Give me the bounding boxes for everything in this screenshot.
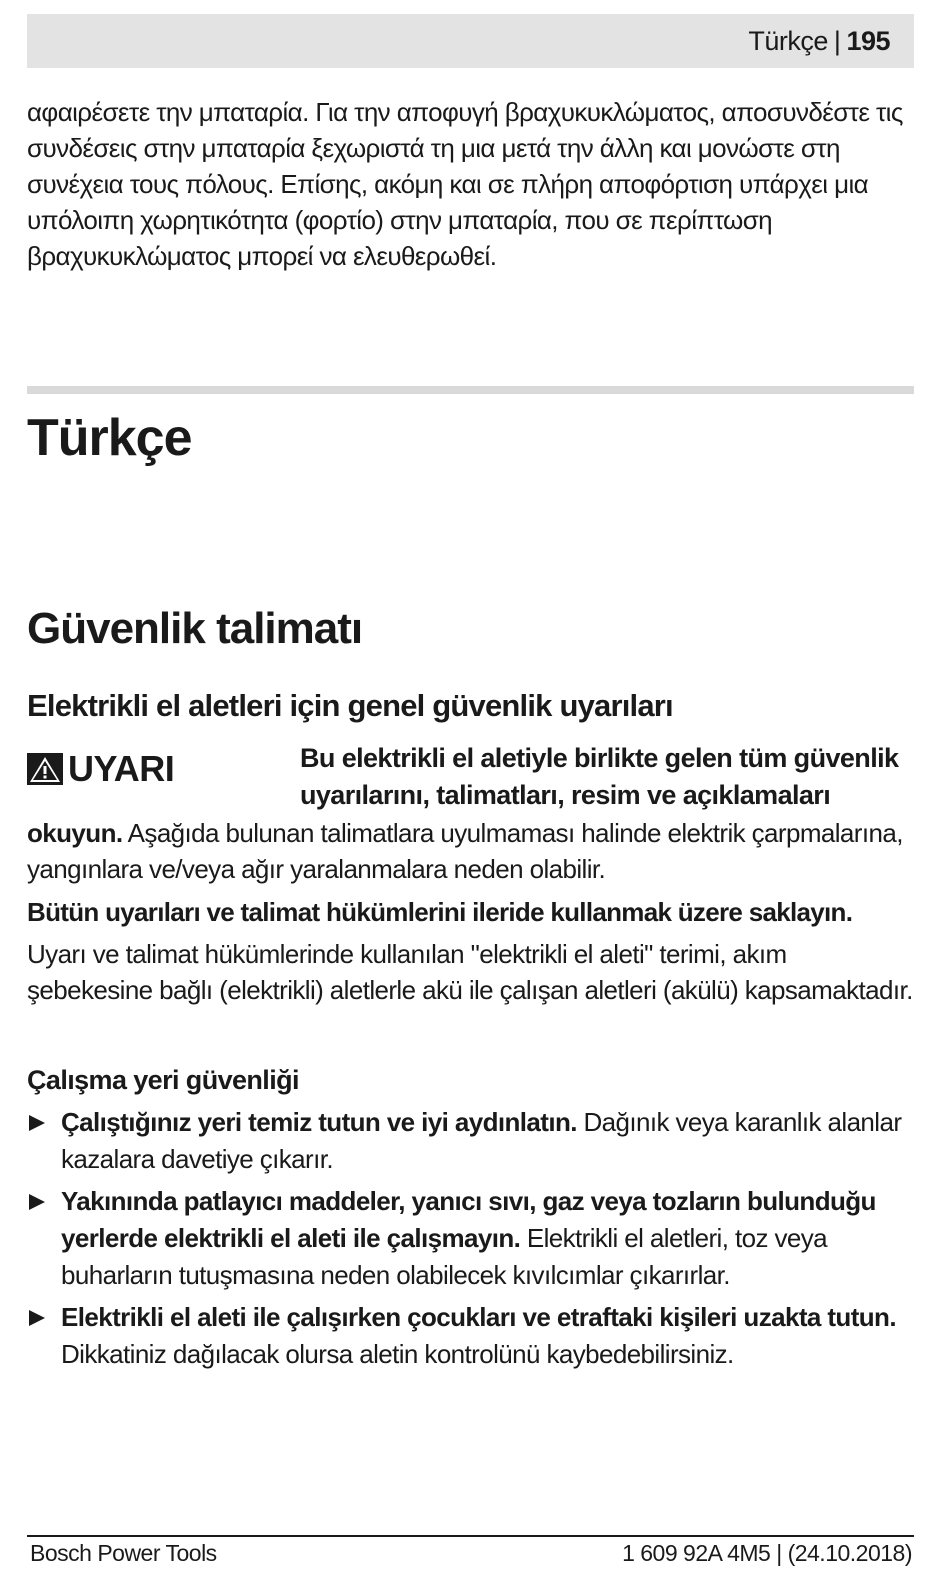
footer-doc-code: 1 609 92A 4M5 | (24.10.2018) bbox=[622, 1540, 912, 1566]
warning-triangle-icon bbox=[27, 753, 63, 785]
list-item-text: Dağınık veya karanlık alanlar kazalara davetiye çıkarır. bbox=[61, 1107, 902, 1174]
list-item-bold: Çalıştığınız yeri temiz tutun ve iyi aydınlatın. bbox=[61, 1107, 577, 1137]
bullet-arrow-icon bbox=[29, 1194, 45, 1210]
list-item-bold: Yakınında patlayıcı maddeler, yanıcı sıvı, gaz veya tozların bulunduğu yerlerde elektrikli el aleti ile çalışmayın. bbox=[61, 1186, 876, 1253]
language-title: Türkçe bbox=[27, 409, 192, 467]
list-item-text: Elektrikli el aletleri, toz veya buharların tutuşmasına neden olabilecek kıvılcımlar çıkarırlar. bbox=[61, 1223, 827, 1290]
section-title: Güvenlik talimatı bbox=[27, 604, 363, 653]
warning-paragraph bbox=[27, 815, 917, 887]
list-item-bold: Elektrikli el aleti ile çalışırken çocukları ve etraftaki kişileri uzakta tutun. bbox=[61, 1302, 896, 1332]
greek-paragraph: αφαιρέσετε την μπαταρία. Για την αποφυγή βραχυκυκλώματος, αποσυνδέστε τις συνδέσεις στην μπαταρία ξεχωριστά τη μια μετά την άλλη και μονώστε στη συνέχεια τους πόλους. Επίσης, ακόμη και σε πλήρη αποφόρτιση υπάρχει μια υπόλοιπη χωρητικότητα (φορτίο) στην μπαταρία, που σε περίπτωση βραχυκυκλώματος μπορεί να ελευθερωθεί. bbox=[27, 97, 903, 271]
warning-label bbox=[27, 748, 174, 790]
page-number: 195 bbox=[846, 25, 890, 56]
warning-text: Aşağıda bulunan talimatlara uyulmaması halinde elektrik çarpmalarına, yangınlara ve/veya ağır yaralanmalara neden olabilir. bbox=[27, 818, 903, 884]
workplace-safety-list bbox=[27, 1104, 917, 1378]
workplace-safety-title: Çalışma yeri güvenliği bbox=[27, 1065, 299, 1095]
save-instruction: Bütün uyarıları ve talimat hükümlerini ileride kullanmak üzere saklayın. bbox=[27, 897, 853, 927]
header-language: Türkçe bbox=[748, 25, 828, 56]
bullet-arrow-icon bbox=[29, 1310, 45, 1326]
warning-bold-continuation: okuyun. bbox=[27, 818, 123, 848]
list-item bbox=[27, 1299, 917, 1373]
footer-divider bbox=[27, 1535, 914, 1537]
warning-bold-text: Bu elektrikli el aletiyle birlikte gelen tüm güvenlik uyarılarını, talimatları, resim ve açıklamaları bbox=[300, 743, 899, 810]
warning-label-text: UYARI bbox=[68, 748, 175, 789]
list-item-text: Dikkatiniz dağılacak olursa aletin kontrolünü kaybedebilirsiniz. bbox=[61, 1339, 734, 1369]
list-item bbox=[27, 1183, 917, 1294]
term-paragraph: Uyarı ve talimat hükümlerinde kullanılan "elektrikli el aleti" terimi, akım şebekesine bağlı (elektrikli) aletlerle akü ile çalışan aletleri (akülü) kapsamaktadır. bbox=[27, 939, 913, 1005]
bullet-arrow-icon bbox=[29, 1115, 45, 1131]
footer-brand: Bosch Power Tools bbox=[30, 1540, 217, 1566]
page-header bbox=[27, 14, 914, 68]
list-item bbox=[27, 1104, 917, 1178]
subsection-title: Elektrikli el aletleri için genel güvenlik uyarıları bbox=[27, 688, 673, 723]
section-divider bbox=[27, 386, 914, 394]
header-separator: | bbox=[833, 25, 841, 56]
